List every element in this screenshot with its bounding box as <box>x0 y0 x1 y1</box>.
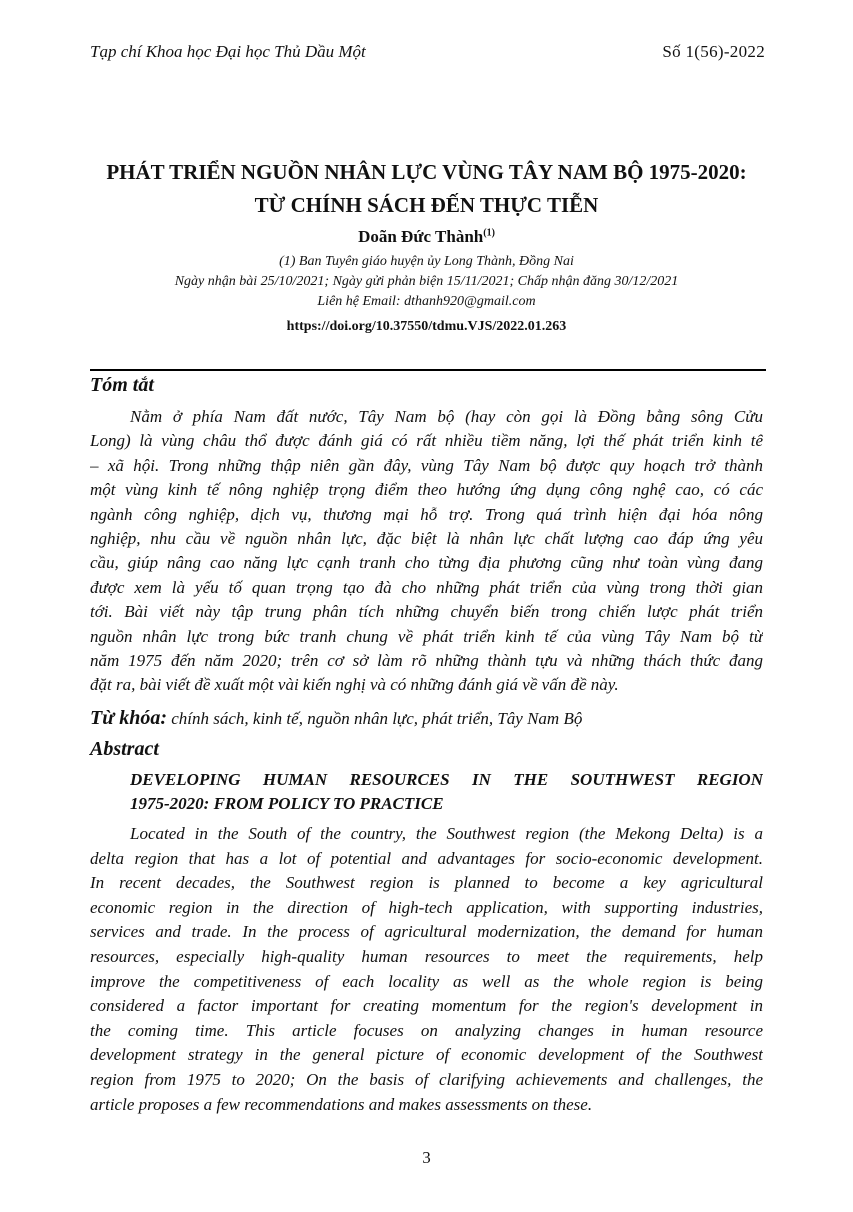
tomtat-paragraph <box>90 405 763 698</box>
keywords-text: chính sách, kinh tế, nguồn nhân lực, phát triển, Tây Nam Bộ <box>166 709 583 728</box>
abstract-heading: Abstract <box>90 738 159 760</box>
abstract-paragraph <box>90 822 763 1117</box>
text-line: – xã hội. Trong những thập niên gần đây, vùng Tây Nam bộ được quy hoạch trở thành <box>90 455 763 475</box>
text-line: considered a factor important for creating momentum for the region's development in <box>90 996 763 1016</box>
text-line: nguồn nhân lực trong bức tranh chung về phát triển kinh tế của vùng Tây Nam bộ từ <box>90 626 763 646</box>
text-line: Nằm ở phía Nam đất nước, Tây Nam bộ (hay còn gọi là Đồng bằng sông Cửu <box>130 407 763 426</box>
text-line: delta region that has a lot of potential and advantages for socio-economic development. <box>90 848 763 868</box>
text-line: Long) là vùng châu thổ được đánh giá có rất nhiều tiềm năng, lợi thế phát triển kinh tế <box>90 431 763 451</box>
title-line-1: PHÁT TRIỂN NGUỒN NHÂN LỰC VÙNG TÂY NAM BỘ 1975-2020: <box>106 160 747 184</box>
text-line: Located in the South of the country, the Southwest region (the Mekong Delta) is a <box>130 824 763 843</box>
text-line: region from 1975 to 2020; On the basis of clarifying achievements and challenges, the <box>90 1069 763 1089</box>
keywords <box>90 707 582 730</box>
journal-name: Tạp chí Khoa học Đại học Thủ Dầu Một <box>90 42 366 61</box>
divider <box>90 369 766 371</box>
text-line: In recent decades, the Southwest region is planned to become a key agricultural <box>90 873 763 893</box>
author-name: Doãn Đức Thành <box>358 227 484 246</box>
doi-link[interactable]: https://doi.org/10.37550/tdmu.VJS/2022.01.263 <box>286 319 567 334</box>
text-line: tới. Bài viết này tập trung phân tích những chuyển biến trong chiến lược phát triển <box>90 602 763 622</box>
issue-number: Số 1(56)-2022 <box>662 42 765 61</box>
dates: Ngày nhận bài 25/10/2021; Ngày gửi phản biện 15/11/2021; Chấp nhận đăng 30/12/2021 <box>174 274 679 289</box>
text-line: article proposes a few recommendations and makes assessments on these. <box>90 1094 593 1114</box>
text-line: services and trade. In the process of agricultural modernization, the demand for human <box>90 922 763 942</box>
text-line: development strategy in the general picture of economic development of the Southwest <box>90 1045 763 1065</box>
text-line: được xem là yếu tố quan trọng tạo đà cho những phát triển của vùng trong thời gian <box>90 577 763 597</box>
text-line: improve the competitiveness of each locality as well as the whole region is being <box>90 971 763 991</box>
text-line: một vùng kinh tế nông nghiệp trọng điểm theo hướng ứng dụng công nghệ cao, có các <box>90 480 763 500</box>
english-title-line-1: DEVELOPING HUMAN RESOURCES IN THE SOUTHWEST REGION <box>130 770 763 789</box>
title-line-2: TỪ CHÍNH SÁCH ĐẾN THỰC TIỄN <box>254 193 599 217</box>
text-line: economic region in the direction of high-tech application, with supporting industries, <box>90 897 763 917</box>
keywords-label: Từ khóa: <box>90 707 167 729</box>
english-title-line-2: 1975-2020: FROM POLICY TO PRACTICE <box>130 794 444 814</box>
author <box>0 227 853 247</box>
text-line: đặt ra, bài viết đề xuất một vài kiến nghị và có những đánh giá về vấn đề này. <box>90 675 619 695</box>
text-line: nghiệp, nhu cầu về nguồn nhân lực, đặc biệt là nhân lực chất lượng cao đáp ứng yêu <box>90 528 763 548</box>
affiliation: (1) Ban Tuyên giáo huyện ủy Long Thành, Đồng Nai <box>279 254 574 269</box>
text-line: năm 1975 đến năm 2020; trên cơ sở làm rõ những thành tựu và những thách thức đang <box>90 650 763 670</box>
author-sup: (1) <box>483 227 495 239</box>
text-line: ngành công nghiệp, dịch vụ, thương mại hỗ trợ. Trong quá trình hiện đại hóa nông <box>90 504 763 524</box>
text-line: resources, especially high-quality human resources to meet the requirements, help <box>90 946 763 966</box>
tomtat-heading: Tóm tắt <box>90 374 154 396</box>
text-line: cầu, giúp nâng cao năng lực cạnh tranh cho từng địa phương cũng như toàn vùng đang <box>90 553 763 573</box>
text-line: the coming time. This article focuses on analyzing changes in human resource <box>90 1020 763 1040</box>
contact-email: Liên hệ Email: dthanh920@gmail.com <box>317 294 536 309</box>
page-number: 3 <box>422 1148 431 1167</box>
